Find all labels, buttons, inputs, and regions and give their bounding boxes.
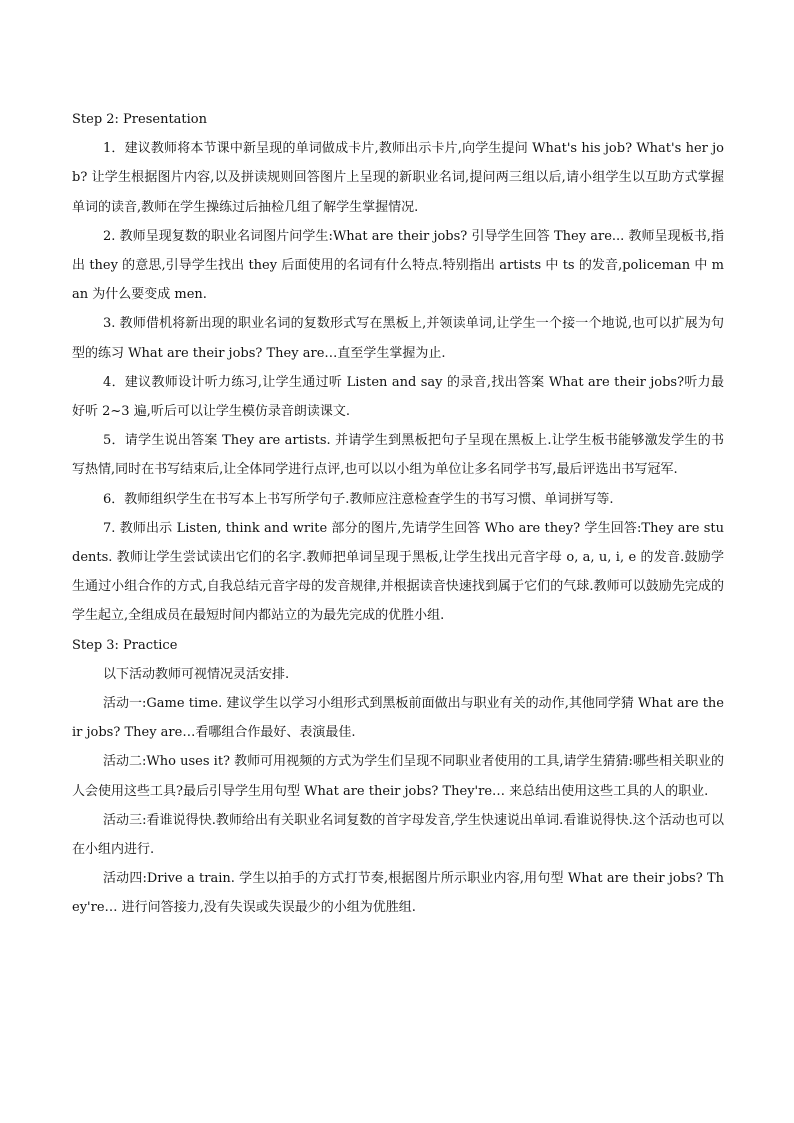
step-2-item-5: 5．请学生说出答案 They are artists. 并请学生到黑板把句子呈现在黑板上.让学生板书能够激发学生的书写热情,同时在书写结束后,让全体同学进行点评,也可以以小组为单位让多名同学书写,最后评选出书写冠军. bbox=[72, 433, 724, 478]
step-3-activity-1: 活动一:Game time. 建议学生以学习小组形式到黑板前面做出与职业有关的动作,其他同学猜 What are their jobs? They are…看哪组合作最好、表演最佳. bbox=[72, 696, 724, 741]
step-2-item-7: 7. 教师出示 Listen, think and write 部分的图片,先请学生回答 Who are they? 学生回答:They are students. 教师让学生尝试读出它们的名字.教师把单词呈现于黑板,让学生找出元音字母 o, a, u, i, e 的发音.鼓励学生通过小组合作的方式,自我总结元音字母的发音规律,并根据读音快速找到属于它们的气球.教师可以鼓励先完成的学生起立,全组成员在最短时间内都站立的为最先完成的优胜小组. bbox=[72, 520, 724, 624]
step-3-heading: Step 3: Practice bbox=[72, 637, 178, 653]
step-3-section bbox=[72, 631, 724, 923]
step-3-activity-4: 活动四:Drive a train. 学生以拍手的方式打节奏,根据图片所示职业内容,用句型 What are their jobs? They're… 进行问答接力,没有失误或失误最少的小组为优胜组. bbox=[72, 871, 724, 916]
step-2-item-1: 1．建议教师将本节课中新呈现的单词做成卡片,教师出示卡片,向学生提问 What's his job? What's her job? 让学生根据图片内容,以及拼读规则回答图片上呈现的新职业名词,提问两三组以后,请小组学生以互助方式掌握单词的读音,教师在学生操练过后抽检几组了解学生掌握情况. bbox=[72, 141, 724, 215]
step-3-intro: 以下活动教师可视情况灵活安排. bbox=[103, 666, 290, 682]
step-2-item-4: 4．建议教师设计听力练习,让学生通过听 Listen and say 的录音,找出答案 What are their jobs?听力最好听 2~3 遍,听后可以让学生模仿录音朗读课文. bbox=[72, 374, 724, 420]
step-2-section bbox=[72, 105, 724, 631]
step-2-item-6: 6．教师组织学生在书写本上书写所学句子.教师应注意检查学生的书写习惯、单词拼写等. bbox=[103, 491, 614, 507]
step-3-activity-2: 活动二:Who uses it? 教师可用视频的方式为学生们呈现不同职业者使用的工具,请学生猜猜:哪些相关职业的人会使用这些工具?最后引导学生用句型 What are their jobs? They're… 来总结出使用这些工具的人的职业. bbox=[72, 754, 724, 799]
step-2-item-3: 3. 教师借机将新出现的职业名词的复数形式写在黑板上,并领读单词,让学生一个接一个地说,也可以扩展为句型的练习 What are their jobs? They are…直至学生掌握为止. bbox=[72, 316, 724, 361]
step-2-heading: Step 2: Presentation bbox=[72, 112, 208, 127]
lesson-plan-body bbox=[72, 105, 724, 923]
step-3-activity-3: 活动三:看谁说得快.教师给出有关职业名词复数的首字母发音,学生快速说出单词.看谁说得快.这个活动也可以在小组内进行. bbox=[72, 812, 724, 858]
step-2-item-2: 2. 教师呈现复数的职业名词图片问学生:What are their jobs? 引导学生回答 They are... 教师呈现板书,指出 they 的意思,引导学生找出 they 后面使用的名词有什么特点.特别指出 artists 中 ts 的发音,policeman 中 man 为什么要变成 men. bbox=[72, 228, 724, 303]
